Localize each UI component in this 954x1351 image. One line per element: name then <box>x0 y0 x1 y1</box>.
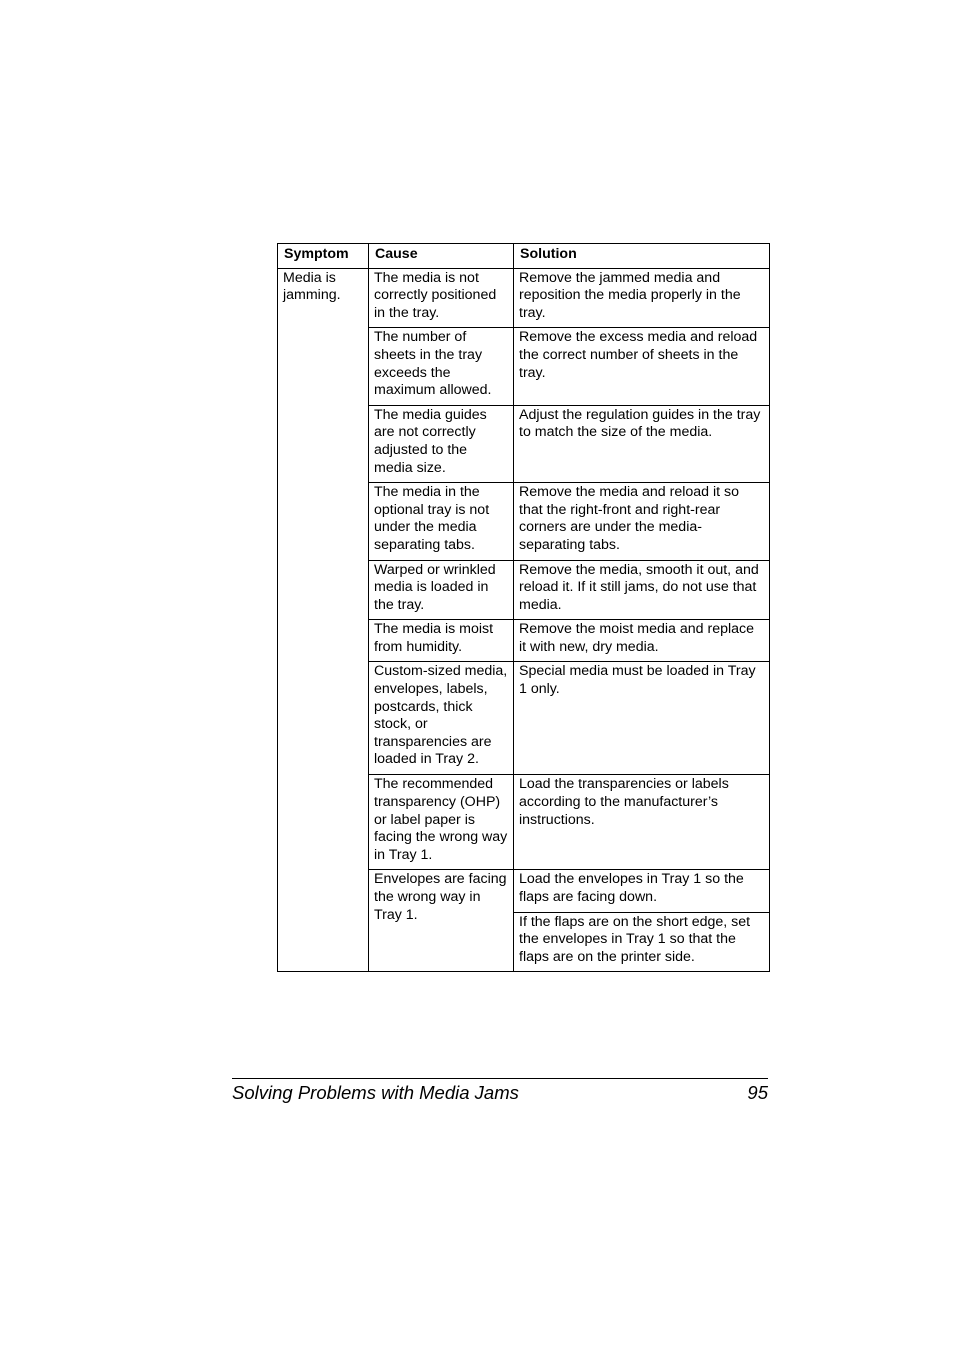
table-row <box>278 268 770 328</box>
cause-cell: The number of sheets in the tray exceeds the maximum allowed. <box>369 328 514 405</box>
cause-cell: Warped or wrinkled media is loaded in the tray. <box>369 560 514 620</box>
table-body <box>278 268 770 972</box>
solution-cell: Remove the excess media and reload the correct number of sheets in the tray. <box>514 328 770 405</box>
cause-cell: The media guides are not correctly adjusted to the media size. <box>369 405 514 482</box>
solution-cell: Remove the media and reload it so that the right-front and right-rear corners are under the media-separating tabs. <box>514 483 770 560</box>
cause-cell: Custom-sized media, envelopes, labels, postcards, thick stock, or transparencies are loaded in Tray 2. <box>369 662 514 775</box>
solution-cell: Special media must be loaded in Tray 1 only. <box>514 662 770 775</box>
solution-cell: Load the envelopes in Tray 1 so the flaps are facing down. <box>514 870 770 912</box>
solution-cell: Remove the media, smooth it out, and reload it. If it still jams, do not use that media. <box>514 560 770 620</box>
troubleshooting-table <box>277 243 770 972</box>
table-header-row <box>278 244 770 269</box>
solution-cell: Remove the moist media and replace it with new, dry media. <box>514 620 770 662</box>
cause-cell: The media is moist from humidity. <box>369 620 514 662</box>
solution-cell: Adjust the regulation guides in the tray to match the size of the media. <box>514 405 770 482</box>
footer-divider <box>232 1078 768 1079</box>
header-solution: Solution <box>514 244 770 269</box>
footer-section-title: Solving Problems with Media Jams <box>232 1082 519 1103</box>
cause-cell: The media is not correctly positioned in the tray. <box>369 268 514 328</box>
solution-cell: Load the transparencies or labels according to the manufacturer’s instructions. <box>514 775 770 870</box>
table-header <box>278 244 770 269</box>
solution-cell: If the flaps are on the short edge, set the envelopes in Tray 1 so that the flaps are on the printer side. <box>514 912 770 972</box>
cause-cell: The media in the optional tray is not under the media separating tabs. <box>369 483 514 560</box>
header-cause: Cause <box>369 244 514 269</box>
page-number: 95 <box>747 1082 768 1103</box>
symptom-cell: Media is jamming. <box>278 268 369 972</box>
header-symptom: Symptom <box>278 244 369 269</box>
cause-cell: The recommended transparency (OHP) or label paper is facing the wrong way in Tray 1. <box>369 775 514 870</box>
solution-cell: Remove the jammed media and reposition the media properly in the tray. <box>514 268 770 328</box>
cause-cell: Envelopes are facing the wrong way in Tray 1. <box>369 870 514 972</box>
